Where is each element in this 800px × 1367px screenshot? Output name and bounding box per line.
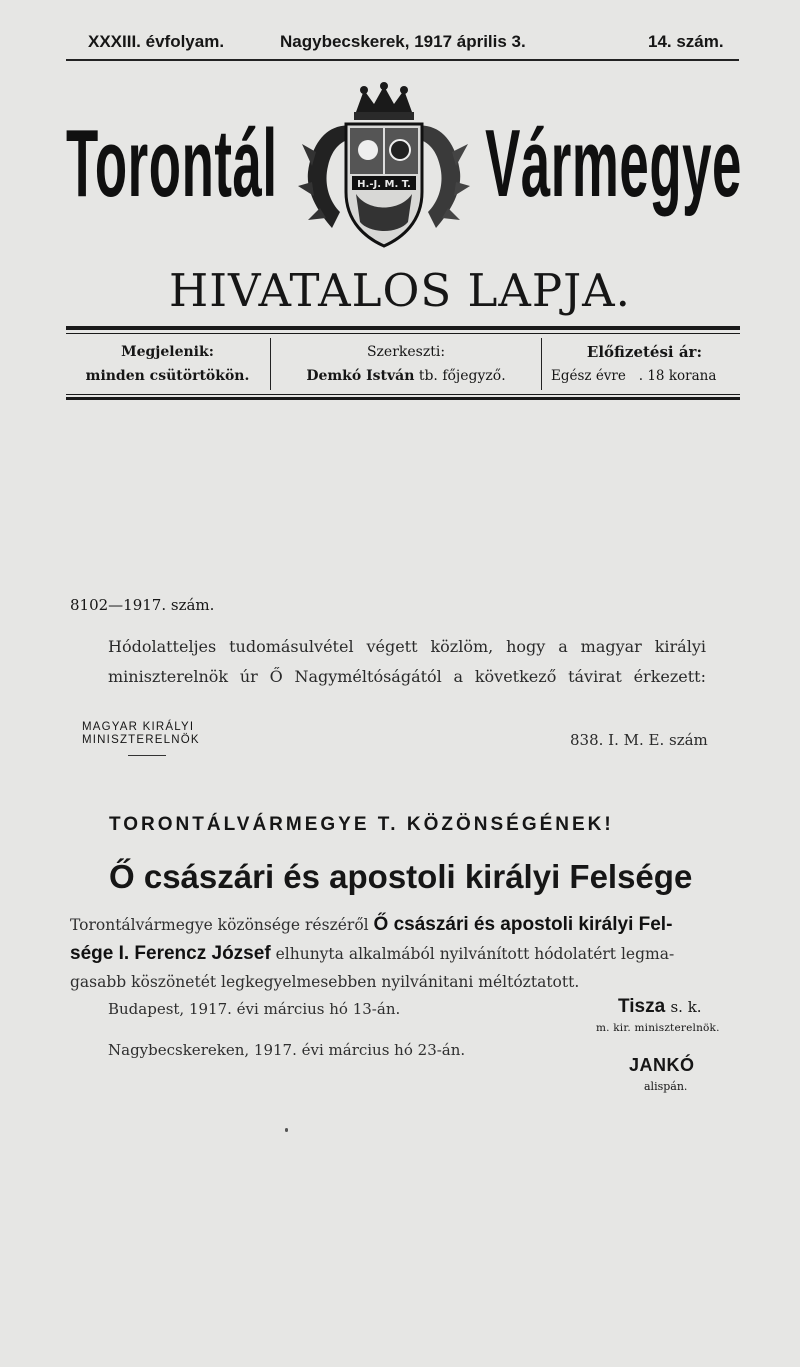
header-rule [66, 59, 739, 61]
telegram-headline: Ő császári és apostoli királyi Felsége [109, 858, 693, 895]
telegram-sender [82, 721, 200, 747]
signer-1-title: m. kir. miniszterelnök. [596, 1022, 720, 1034]
signer-1-sk: s. k. [670, 998, 702, 1016]
telegram-body-line-1 [70, 910, 743, 940]
body-2a: sége I. Ferencz József [70, 943, 271, 964]
telegram-number: 838. I. M. E. szám [570, 731, 708, 749]
nagybecskerek-date: Nagybecskereken, 1917. évi március hó 23-án. [108, 1041, 466, 1059]
volume-label: XXXIII. évfolyam. [88, 32, 225, 51]
masthead-title-right: Vármegye [485, 110, 742, 217]
subscription-price: . 18 korana [638, 368, 717, 384]
notice-intro-line-2: miniszterelnök úr Ő Nagyméltóságától a következő távirat érkezett: [108, 667, 706, 686]
subscription-info [546, 340, 746, 388]
subscription-period: Egész évre [551, 368, 626, 384]
editor-info [275, 340, 537, 388]
signer-1 [618, 996, 702, 1018]
published-value: minden csütörtökön. [85, 368, 250, 384]
info-divider-2 [541, 338, 542, 390]
office-line-1: MAGYAR KIRÁLYI [82, 721, 195, 733]
published-label: Megjelenik: [121, 344, 214, 360]
body-2b: elhunyta alkalmából nyilvánított hódolatért legma- [275, 945, 675, 963]
body-1a: Torontálvármegye közönsége részéről [70, 916, 369, 934]
publication-schedule [70, 340, 265, 388]
telegram-body-line-3: gasabb köszönetét legkegyelmesebben nyilvánitani méltóztatott. [70, 973, 580, 991]
notice-reference: 8102—1917. szám. [70, 596, 215, 614]
editor-role: tb. főjegyző. [418, 368, 506, 384]
editor-name: Demkó István [306, 368, 415, 384]
office-line-2: MINISZTERELNÖK [82, 734, 200, 746]
subscription-label: Előfizetési ár: [586, 343, 702, 361]
masthead-rule-thick [66, 326, 740, 330]
telegram-body-line-2 [70, 939, 743, 969]
signer-1-name: Tisza [618, 996, 666, 1017]
notice-intro-line-1: Hódolatteljes tudomásulvétel végett közlöm, hogy a magyar királyi [108, 637, 706, 656]
crest-inscription: H.-J. M. T. [357, 179, 411, 190]
masthead-subtitle: HIVATALOS LAPJA. [169, 264, 631, 317]
masthead-rule-thin [66, 333, 740, 334]
info-divider-1 [270, 338, 271, 390]
signer-2-name: JANKÓ [629, 1055, 695, 1075]
editor-label: Szerkeszti: [366, 344, 446, 360]
place-date: Nagybecskerek, 1917 április 3. [280, 32, 526, 51]
county-coat-of-arms [298, 82, 470, 254]
masthead-title-left: Torontál [66, 110, 278, 217]
issue-header [0, 32, 800, 56]
info-rule-thick [66, 397, 740, 400]
info-rule-thin [66, 394, 740, 395]
body-1b: Ő császári és apostoli királyi Fel- [373, 914, 673, 935]
telegram-addressee: TORONTÁLVÁRMEGYE T. KÖZÖNSÉGÉNEK! [109, 814, 614, 835]
budapest-date: Budapest, 1917. évi március hó 13-án. [108, 1000, 401, 1018]
paper-speck [285, 1128, 288, 1132]
sender-dash [128, 755, 166, 756]
signer-2-title: alispán. [644, 1080, 688, 1093]
issue-number: 14. szám. [648, 32, 724, 51]
